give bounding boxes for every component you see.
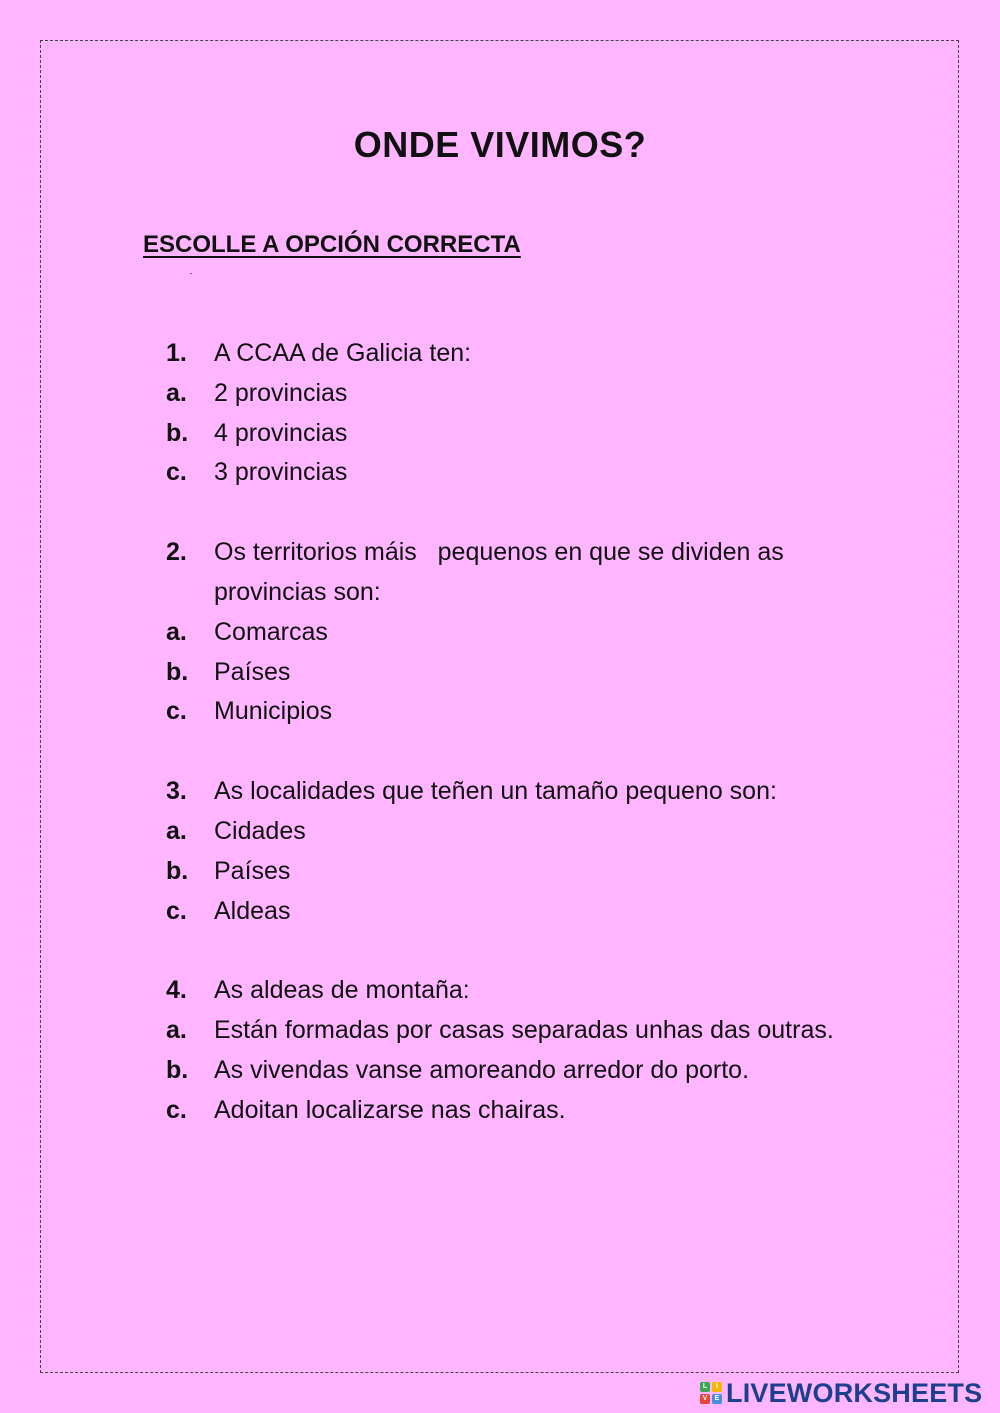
question-number: 2. [166, 538, 187, 567]
question-number: 1. [166, 339, 187, 367]
question-stem [166, 334, 866, 374]
option-text: Cidades [214, 816, 306, 845]
option-letter: b. [166, 1055, 189, 1084]
answer-option[interactable] [166, 453, 866, 493]
option-letter: c. [166, 896, 187, 925]
option-letter: c. [166, 1095, 187, 1124]
option-letter: b. [166, 856, 189, 885]
question-text: As localidades que teñen un tamaño pequeno son: [214, 777, 777, 806]
option-text: Municipios [214, 697, 333, 726]
answer-option[interactable] [166, 692, 866, 732]
option-text: As vivendas vanse amoreando arredor do porto. [214, 1055, 750, 1084]
logo-tile: V [700, 1394, 710, 1404]
option-text: Aldeas [214, 896, 291, 925]
option-text: Países [214, 856, 291, 885]
option-text: 3 provincias [214, 458, 348, 487]
question-number: 4. [166, 976, 187, 1005]
worksheet-title: ONDE VIVIMOS? [353, 124, 647, 165]
option-text: Adoitan localizarse nas chairas. [214, 1095, 566, 1124]
answer-option[interactable] [166, 613, 866, 653]
question-number: 3. [166, 777, 187, 806]
option-letter: c. [166, 458, 187, 487]
answer-option[interactable] [166, 892, 866, 932]
option-letter: b. [166, 418, 189, 447]
question-2 [166, 533, 866, 732]
answer-option[interactable] [166, 653, 866, 693]
question-text: A CCAA de Galicia ten: [214, 339, 472, 367]
option-text: 2 provincias [214, 378, 348, 407]
answer-option[interactable] [166, 812, 866, 852]
question-1 [166, 334, 866, 493]
option-letter: a. [166, 617, 187, 646]
question-list [166, 334, 866, 1171]
option-text: Países [214, 657, 291, 686]
answer-option[interactable] [166, 374, 866, 414]
logo-wordmark: LIVEWORKSHEETS [726, 1377, 983, 1408]
question-text: Os territorios máis pequenos en que se dividen as provincias son: [214, 538, 791, 606]
logo-tile: L [700, 1382, 710, 1392]
option-text: Comarcas [214, 617, 328, 646]
answer-option[interactable] [166, 852, 866, 892]
answer-option[interactable] [166, 1051, 866, 1091]
option-text: 4 provincias [214, 418, 348, 447]
logo-mark-icon [700, 1382, 722, 1404]
option-text: Están formadas por casas separadas unhas das outras. [214, 1016, 834, 1045]
option-letter: a. [166, 1016, 187, 1045]
option-letter: c. [166, 697, 187, 726]
question-stem [166, 533, 866, 613]
question-3 [166, 772, 866, 931]
logo-tile: I [712, 1382, 722, 1392]
question-stem [166, 971, 866, 1011]
option-letter: a. [166, 816, 187, 845]
answer-option[interactable] [166, 1011, 866, 1051]
answer-option[interactable] [166, 414, 866, 454]
logo-tile: E [712, 1394, 722, 1404]
answer-option[interactable] [166, 1091, 866, 1131]
option-letter: b. [166, 657, 189, 686]
worksheet-instruction: ESCOLLE A OPCIÓN CORRECTA [143, 231, 521, 258]
question-stem [166, 772, 866, 812]
stray-dot [190, 273, 192, 274]
question-4 [166, 971, 866, 1130]
option-letter: a. [166, 378, 187, 407]
liveworksheets-logo[interactable] [700, 1378, 982, 1408]
question-text: As aldeas de montaña: [214, 976, 470, 1005]
